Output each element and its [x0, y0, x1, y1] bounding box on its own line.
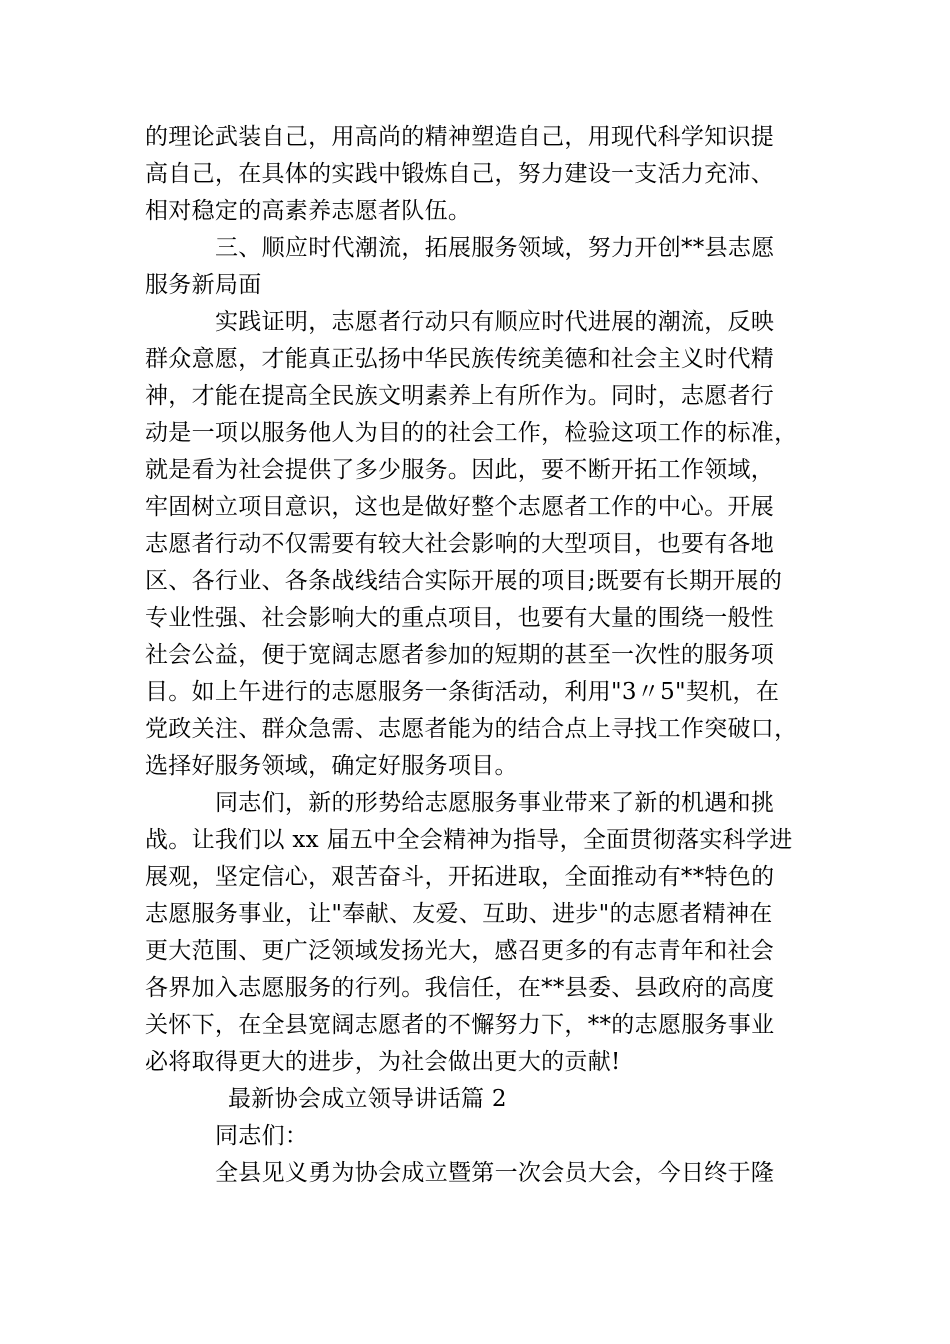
section-title: 最新协会成立领导讲话篇 2 — [228, 1086, 507, 1112]
text-line: 的理论武装自己，用高尚的精神塑造自己，用现代科学知识提 — [145, 124, 775, 150]
text-line: 更大范围、更广泛领域发扬光大，感召更多的有志青年和社会 — [145, 938, 775, 964]
salutation: 同志们： — [215, 1123, 309, 1149]
section-heading-line: 服务新局面 — [145, 272, 262, 298]
text-line: 相对稳定的高素养志愿者队伍。 — [145, 198, 472, 224]
text-line: 实践证明，志愿者行动只有顺应时代进展的潮流，反映 — [215, 309, 775, 335]
text-line: 社会公益，便于宽阔志愿者参加的短期的甚至一次性的服务项 — [145, 642, 775, 668]
text-line: 战。让我们以 xx 届五中全会精神为指导，全面贯彻落实科学进 — [145, 827, 793, 853]
text-line: 党政关注、群众急需、志愿者能为的结合点上寻找工作突破口， — [145, 716, 798, 742]
text-line: 动是一项以服务他人为目的的社会工作，检验这项工作的标准， — [145, 420, 798, 446]
text-line: 高自己，在具体的实践中锻炼自己，努力建设一支活力充沛、 — [145, 161, 775, 187]
text-line: 群众意愿，才能真正弘扬中华民族传统美德和社会主义时代精 — [145, 346, 775, 372]
text-line: 志愿服务事业，让"奉献、友爱、互助、进步"的志愿者精神在 — [145, 901, 773, 927]
text-line: 专业性强、社会影响大的重点项目，也要有大量的围绕一般性 — [145, 605, 775, 631]
text-line: 展观，坚定信心，艰苦奋斗，开拓进取，全面推动有**特色的 — [145, 864, 775, 890]
text-line: 目。如上午进行的志愿服务一条街活动，利用"3〃5"契机，在 — [145, 679, 780, 705]
text-line: 关怀下，在全县宽阔志愿者的不懈努力下，**的志愿服务事业 — [145, 1012, 775, 1038]
text-line: 同志们，新的形势给志愿服务事业带来了新的机遇和挑 — [215, 790, 775, 816]
text-line: 志愿者行动不仅需要有较大社会影响的大型项目，也要有各地 — [145, 531, 775, 557]
text-line: 必将取得更大的进步，为社会做出更大的贡献! — [145, 1049, 621, 1075]
text-line: 选择好服务领域，确定好服务项目。 — [145, 753, 518, 779]
text-line: 神，才能在提高全民族文明素养上有所作为。同时，志愿者行 — [145, 383, 775, 409]
text-line: 牢固树立项目意识，这也是做好整个志愿者工作的中心。开展 — [145, 494, 775, 520]
text-line: 各界加入志愿服务的行列。我信任，在**县委、县政府的高度 — [145, 975, 775, 1001]
text-line: 全县见义勇为协会成立暨第一次会员大会，今日终于隆 — [215, 1160, 775, 1186]
text-line: 区、各行业、各条战线结合实际开展的项目;既要有长期开展的 — [145, 568, 783, 594]
section-heading-line: 三、顺应时代潮流，拓展服务领域，努力开创**县志愿 — [215, 235, 775, 261]
text-line: 就是看为社会提供了多少服务。因此，要不断开拓工作领域， — [145, 457, 775, 483]
